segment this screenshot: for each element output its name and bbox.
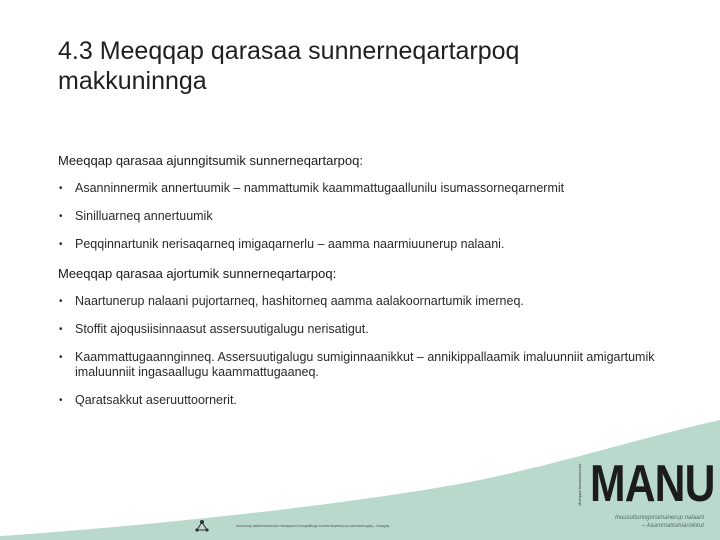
list-item-text: Asanninnermik annertuumik – nammattumik kaammattugaallunilu isumassorneqarnermit xyxy=(75,181,565,195)
bullet-icon: • xyxy=(59,183,63,194)
logo-side-text: Meeqqat Ataatsimoortut xyxy=(577,463,582,506)
list-item xyxy=(58,393,668,408)
list-item-text: Sinilluarneq annertuumik xyxy=(75,209,213,223)
list-item-text: Kaammattugaannginneq. Assersuutigalugu sumiginnaanikkut – annikippallaamik imaluunniit amigartumik imaluunniit ingasaallugu kaammattugaaneq. xyxy=(75,350,655,379)
bullet-list-positive xyxy=(58,181,668,252)
list-item-text: Qaratsakkut aseruuttoornerit. xyxy=(75,393,237,407)
bullet-icon: • xyxy=(59,352,63,363)
list-item-text: Stoffit ajoqusiisinnaasut assersuutigalugu nerisatigut. xyxy=(75,322,369,336)
slide-title: 4.3 Meeqqap qarasaa sunnerneqartarpoq makkuninnga xyxy=(58,37,520,95)
list-item-text: Naartunerup nalaani pujortarneq, hashitorneq aamma aalakoornartumik imerneq. xyxy=(75,294,524,308)
logo-text: MANU xyxy=(590,455,715,513)
list-item xyxy=(58,209,668,224)
list-item xyxy=(58,294,668,309)
logo-tagline-line2: – kaammattuiniarnikkut xyxy=(642,523,704,529)
list-item xyxy=(58,237,668,252)
bullet-icon: • xyxy=(59,296,63,307)
bullet-icon: • xyxy=(59,324,63,335)
footer-text: Inuunerup aallarnisarnerani meeqqanut tunngatillugu sunnerneqartarpoq nalunaarsugaq – Atuagaq xyxy=(236,524,390,528)
section-heading-negative: Meeqqap qarasaa ajortumik sunnerneqartarpoq: xyxy=(58,266,337,281)
section-heading-positive: Meeqqap qarasaa ajunngitsumik sunnerneqartarpoq: xyxy=(58,153,363,168)
logo-tagline xyxy=(602,514,704,530)
logo-tagline-line1: Inuusuttunngorsimanerup nalaani xyxy=(614,515,704,521)
list-item xyxy=(58,181,668,196)
network-icon xyxy=(193,517,211,535)
manu-logo xyxy=(577,455,715,529)
bullet-icon: • xyxy=(59,239,63,250)
slide-content xyxy=(58,152,668,421)
bullet-icon: • xyxy=(59,211,63,222)
list-item xyxy=(58,350,668,380)
bullet-icon: • xyxy=(59,395,63,406)
bullet-list-negative xyxy=(58,294,668,408)
list-item-text: Peqqinnartunik nerisaqarneq imigaqarnerlu – aamma naarmiuunerup nalaani. xyxy=(75,237,505,251)
list-item xyxy=(58,322,668,337)
